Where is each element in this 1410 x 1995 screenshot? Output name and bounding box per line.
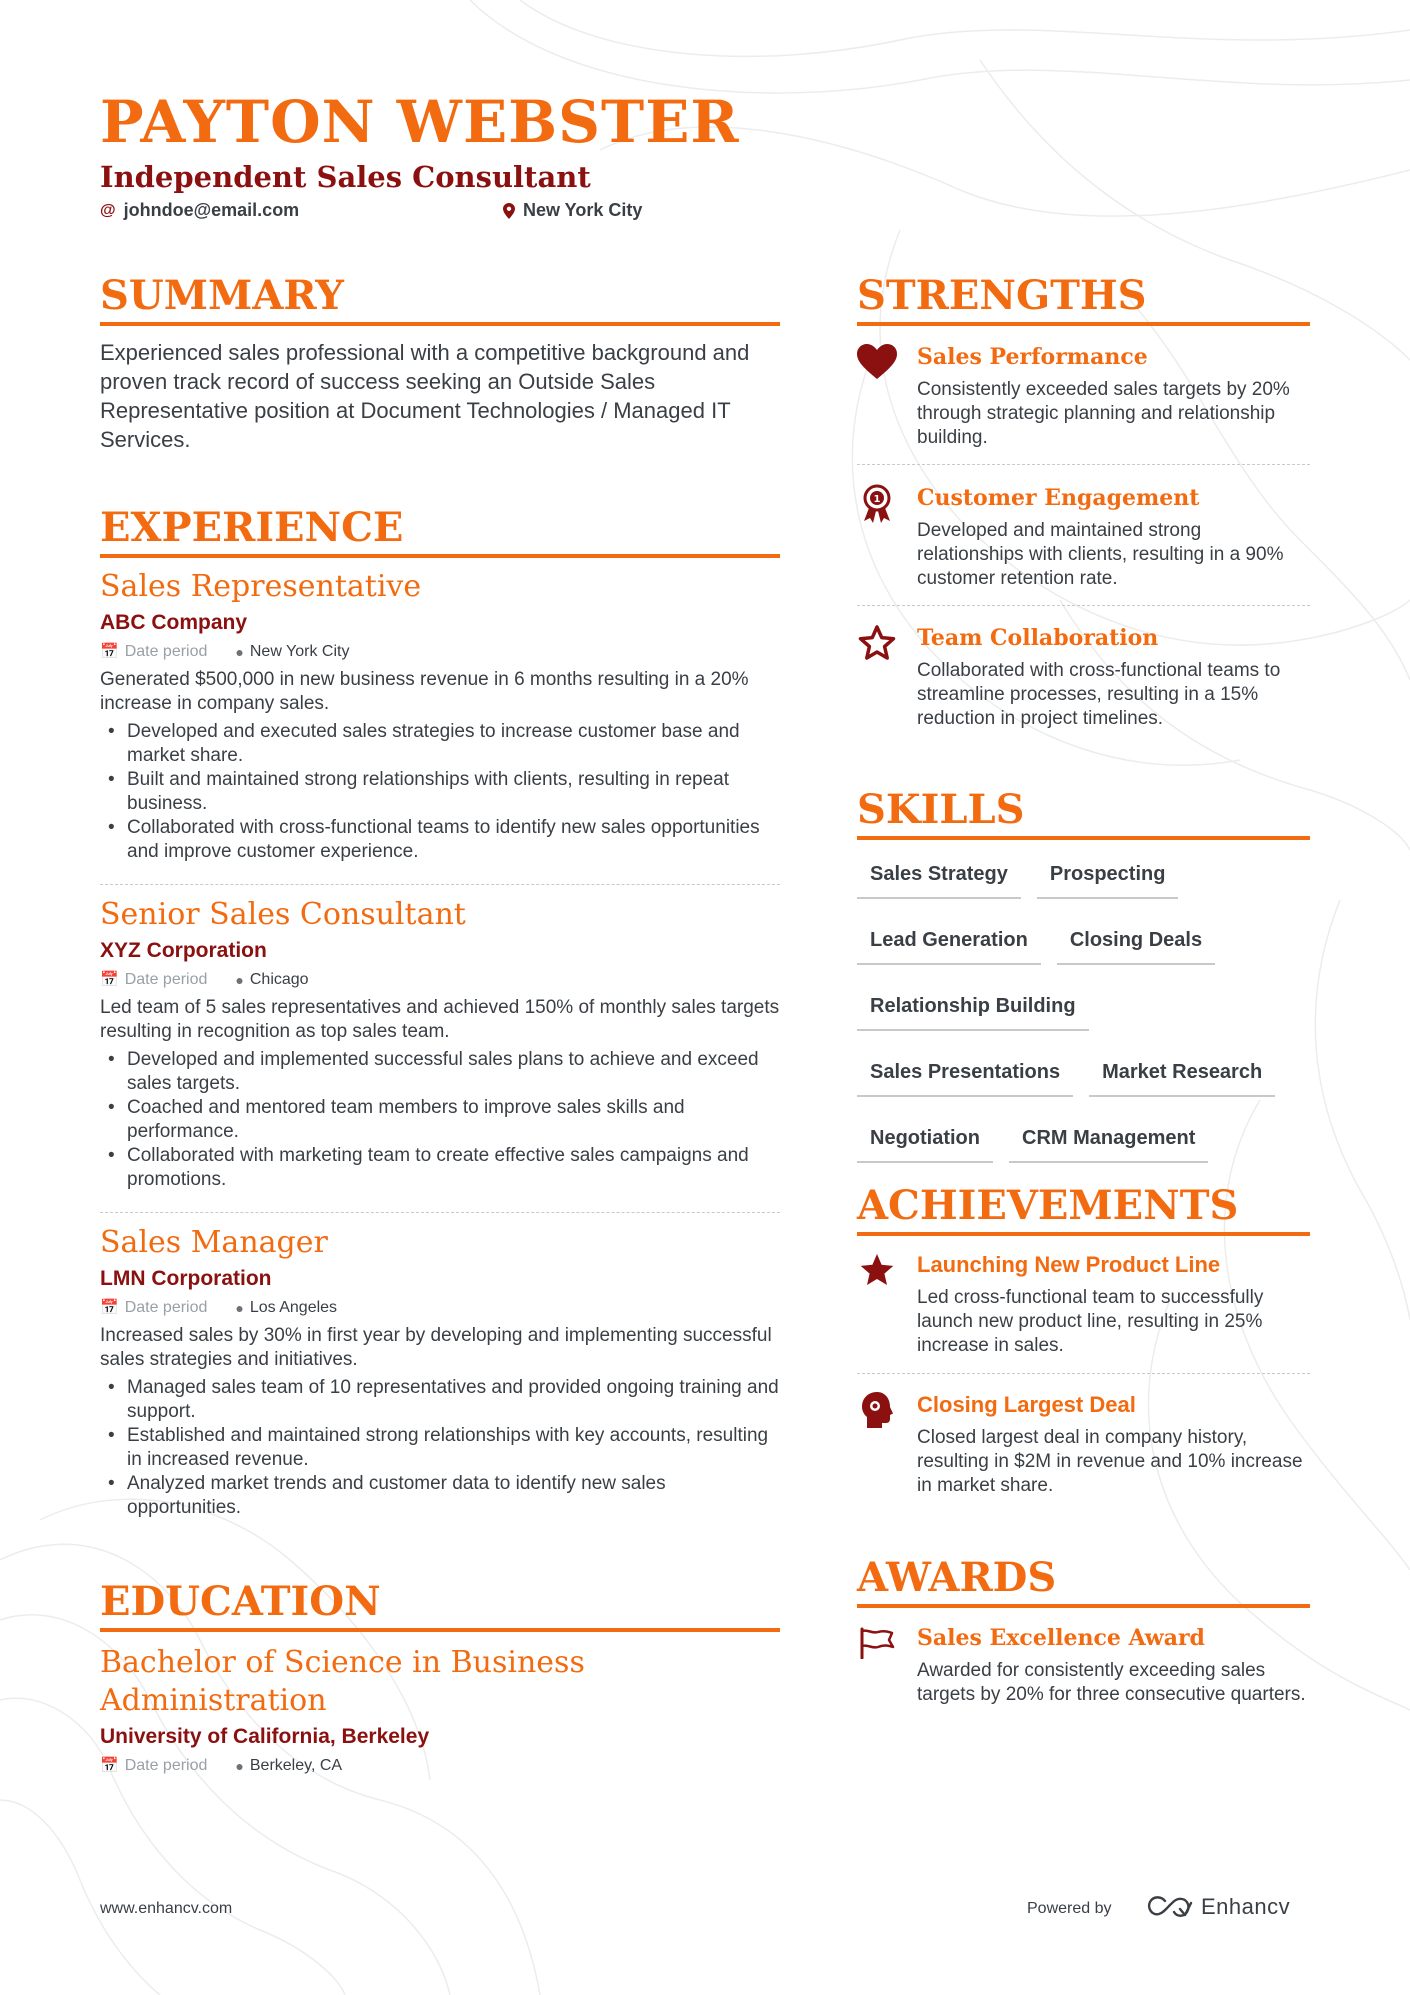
job-location: Chicago [249, 971, 309, 988]
skill-row [857, 852, 1317, 899]
head-icon [857, 1390, 897, 1430]
job-title: Sales Representative [100, 569, 422, 604]
calendar-icon: 📅 [100, 1757, 119, 1774]
education-heading: EDUCATION [100, 1578, 780, 1632]
job-meta [100, 640, 780, 664]
strengths-heading: STRENGTHS [857, 272, 1310, 326]
education-period: Date period [124, 1757, 208, 1774]
star-icon [857, 1250, 897, 1290]
skill-tag: Relationship Building [857, 984, 1089, 1031]
award-description: Awarded for consistently exceeding sales targets by 20% for three consecutive quarters. [917, 1660, 1306, 1705]
experience-entry [100, 1224, 780, 1520]
awards-heading: AWARDS [857, 1554, 1310, 1608]
achievement-title: Launching New Product Line [917, 1252, 1221, 1277]
job-location: Los Angeles [249, 1299, 338, 1316]
enhancv-logo[interactable] [1147, 1894, 1290, 1920]
calendar-icon: 📅 [100, 643, 119, 660]
skill-row [857, 1050, 1317, 1097]
strength-description: Collaborated with cross-functional teams to streamline processes, resulting in a 15% reduction in project timelines. [917, 660, 1281, 729]
email-text: johndoe@email.com [123, 200, 300, 220]
location-pin-icon [503, 203, 515, 219]
skill-tag: Sales Strategy [857, 852, 1021, 899]
flag-icon [857, 1623, 897, 1663]
experience-heading: EXPERIENCE [100, 504, 780, 558]
strength-description: Developed and maintained strong relationships with clients, resulting in a 90% customer retention rate. [917, 520, 1284, 589]
job-description: Increased sales by 30% in first year by developing and implementing successful sales strategies and initiatives. [100, 1325, 772, 1370]
summary-heading: SUMMARY [100, 272, 780, 326]
enhancv-logo-icon [1147, 1895, 1193, 1919]
powered-by-label: Powered by [1027, 1900, 1112, 1917]
divider [857, 605, 1310, 606]
job-period: Date period [124, 1299, 208, 1316]
divider [100, 1212, 780, 1213]
contact-location [503, 200, 642, 221]
skill-tag: Market Research [1089, 1050, 1275, 1097]
heart-icon [857, 342, 897, 382]
location-pin-icon: ● [235, 1300, 244, 1316]
job-company: XYZ Corporation [100, 939, 267, 962]
award-item [857, 1623, 1310, 1707]
job-description: Generated $500,000 in new business revenue in 6 months resulting in a 20% increase in company sales. [100, 669, 749, 714]
strength-item [857, 342, 1310, 450]
job-company: LMN Corporation [100, 1267, 272, 1290]
skill-tag: Sales Presentations [857, 1050, 1073, 1097]
job-bullet: • Established and maintained strong relationships with key accounts, resulting in increased revenue. [100, 1424, 780, 1472]
school-name: University of California, Berkeley [100, 1725, 430, 1748]
divider [100, 884, 780, 885]
experience-entry [100, 896, 780, 1192]
job-bullet: • Developed and executed sales strategies to increase customer base and market share. [100, 720, 780, 768]
achievement-item [857, 1390, 1310, 1498]
achievement-description: Led cross-functional team to successfully launch new product line, resulting in 25% increase in sales. [917, 1287, 1264, 1356]
job-bullet: • Managed sales team of 10 representatives and provided ongoing training and support. [100, 1376, 780, 1424]
achievement-item [857, 1250, 1310, 1358]
strength-item [857, 623, 1310, 731]
strength-item [857, 483, 1310, 591]
job-bullet: • Collaborated with cross-functional teams to identify new sales opportunities and improve customer experience. [100, 816, 780, 864]
job-description: Led team of 5 sales representatives and achieved 150% of monthly sales targets resulting in recognition as top sales team. [100, 997, 780, 1042]
award-title: Sales Excellence Award [917, 1625, 1205, 1651]
job-bullet: • Developed and implemented successful sales plans to achieve and exceed sales targets. [100, 1048, 780, 1096]
award-ribbon-icon [857, 483, 897, 523]
skill-row [857, 984, 1317, 1031]
divider [857, 1373, 1310, 1374]
strength-title: Customer Engagement [917, 485, 1200, 511]
job-bullets [100, 720, 780, 864]
footer-url-link[interactable]: www.enhancv.com [100, 1900, 233, 1917]
strength-description: Consistently exceeded sales targets by 20% through strategic planning and relationship building. [917, 379, 1290, 448]
skills-heading: SKILLS [857, 786, 1310, 840]
job-title: Sales Manager [100, 1225, 328, 1260]
achievement-description: Closed largest deal in company history, resulting in $2M in revenue and 10% increase in market share. [917, 1427, 1303, 1496]
divider [857, 464, 1310, 465]
skill-tag: Negotiation [857, 1116, 993, 1163]
location-text: New York City [523, 200, 643, 220]
calendar-icon: 📅 [100, 1299, 119, 1316]
job-bullet: • Analyzed market trends and customer data to identify new sales opportunities. [100, 1472, 780, 1520]
candidate-title: Independent Sales Consultant [100, 160, 591, 194]
education-meta [100, 1754, 780, 1778]
experience-entry [100, 568, 780, 864]
education-entry [100, 1644, 780, 1778]
job-bullet: • Collaborated with marketing team to create effective sales campaigns and promotions. [100, 1144, 780, 1192]
strength-title: Team Collaboration [917, 625, 1159, 651]
job-company: ABC Company [100, 611, 248, 634]
skill-row [857, 1116, 1317, 1163]
job-bullet: • Built and maintained strong relationships with clients, resulting in repeat business. [100, 768, 780, 816]
summary-text: Experienced sales professional with a competitive background and proven track record of success seeking an Outside Sales Representative position at Document Technologies / Managed IT Services. [100, 340, 750, 452]
calendar-icon: 📅 [100, 971, 119, 988]
star-outline-icon [857, 623, 897, 663]
job-meta [100, 968, 780, 992]
job-title: Senior Sales Consultant [100, 897, 466, 932]
job-meta [100, 1296, 780, 1320]
strength-title: Sales Performance [917, 344, 1148, 370]
job-period: Date period [124, 971, 208, 988]
skills-list [857, 852, 1317, 1182]
degree-title: Bachelor of Science in Business Administration [100, 1645, 585, 1718]
job-location: New York City [249, 643, 350, 660]
job-bullets [100, 1048, 780, 1192]
job-bullet: • Coached and mentored team members to improve sales skills and performance. [100, 1096, 780, 1144]
achievements-heading: ACHIEVEMENTS [857, 1182, 1310, 1236]
candidate-name: PAYTON WEBSTER [100, 88, 740, 156]
location-pin-icon: ● [235, 1758, 244, 1774]
education-location: Berkeley, CA [249, 1757, 343, 1774]
contact-email[interactable] [100, 200, 299, 221]
location-pin-icon: ● [235, 644, 244, 660]
skill-tag: CRM Management [1009, 1116, 1208, 1163]
location-pin-icon: ● [235, 972, 244, 988]
skill-tag: Prospecting [1037, 852, 1179, 899]
at-icon: @ [100, 201, 116, 219]
skill-tag: Closing Deals [1057, 918, 1215, 965]
skill-tag: Lead Generation [857, 918, 1041, 965]
achievement-title: Closing Largest Deal [917, 1392, 1136, 1417]
skill-row [857, 918, 1317, 965]
job-bullets [100, 1376, 780, 1520]
svg-text:1: 1 [873, 494, 881, 505]
job-period: Date period [124, 643, 208, 660]
enhancv-brand: Enhancv [1201, 1894, 1291, 1919]
